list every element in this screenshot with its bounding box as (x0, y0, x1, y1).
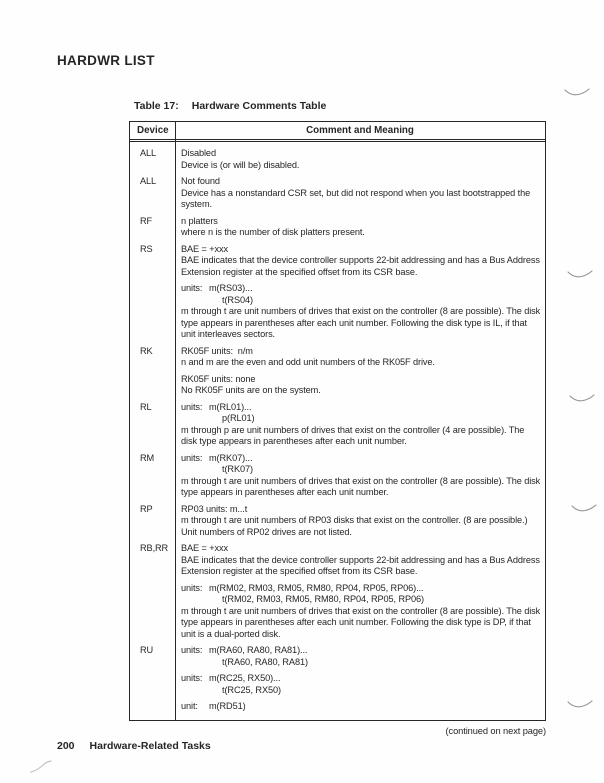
units-value (209, 283, 253, 306)
hardware-comments-table (129, 121, 546, 721)
block-head-line: RP03 units: m...t (181, 503, 248, 514)
comment-block (181, 543, 542, 578)
table-row (130, 346, 545, 397)
block-body-text: n and m are the even and odd unit numbers of the RK05F drive. (181, 357, 435, 367)
page-curl-mark (567, 697, 593, 715)
continued-note: (continued on next page) (445, 726, 546, 736)
table-row (130, 645, 545, 713)
block-head-line: Disabled (181, 148, 216, 158)
block-head-line: Not found (181, 176, 220, 186)
units-label: units: (181, 283, 203, 293)
units-line: m(RD51) (209, 701, 246, 711)
block-body-text: m through p are unit numbers of drives that exist on the controller (4 are possible). The disk type appears in parentheses after each unit number. (181, 424, 525, 446)
block-head-line: BAE = +xxx (181, 543, 229, 553)
comment-cell (175, 504, 545, 539)
units-value (209, 701, 246, 713)
units-block (181, 453, 542, 476)
comment-block (181, 216, 542, 239)
units-line: t(RM02, RM03, RM05, RM80, RP04, RP05, RP06) (222, 594, 424, 604)
comment-block (181, 425, 542, 448)
footer-section-title: Hardware-Related Tasks (89, 740, 211, 752)
comment-cell (175, 148, 545, 171)
page-curl-mark (569, 391, 595, 409)
units-value (209, 583, 424, 606)
units-value (209, 673, 281, 696)
comment-cell (175, 244, 545, 341)
device-cell: RL (140, 401, 152, 412)
table-row (130, 504, 545, 539)
units-label: units: (181, 582, 203, 593)
column-header-comment: Comment and Meaning (306, 125, 414, 136)
block-body-text: m through t are unit numbers of drives that exist on the controller (8 are possible). The disk type appears in parentheses after each unit number. (181, 475, 541, 497)
comment-block (181, 346, 542, 369)
table-row (130, 543, 545, 640)
device-cell: RS (140, 243, 153, 254)
block-body-text: Device has a nonstandard CSR set, but did not respond when you last bootstrapped the system. (181, 187, 531, 209)
comment-cell (175, 346, 545, 397)
units-label: units: (181, 452, 203, 463)
device-cell: RK (140, 345, 153, 356)
table-row (130, 148, 545, 171)
units-line: t(RS04) (222, 294, 253, 305)
block-head-line: n platters (181, 215, 218, 226)
scan-smudge-mark (30, 760, 52, 779)
block-body-text: BAE indicates that the device controller supports 22-bit addressing and has a Bus Address Extension register at the specified offset from its CSR base. (181, 255, 540, 277)
block-body-text: No RK05F units are on the system. (181, 385, 321, 395)
table-caption (134, 100, 326, 112)
units-value (209, 402, 255, 425)
units-label: units: (181, 645, 203, 655)
device-cell: RP (140, 503, 153, 514)
units-line: t(RC25, RX50) (222, 684, 281, 695)
block-head-line: RK05F units: none (181, 373, 256, 384)
comment-block (181, 606, 542, 641)
page-curl-mark (564, 85, 590, 103)
units-line: m(RC25, RX50)... (209, 673, 281, 683)
device-cell: RF (140, 215, 153, 226)
table-caption-title: Hardware Comments Table (191, 100, 327, 112)
comment-block (181, 148, 542, 171)
page-curl-mark (567, 267, 593, 285)
page-footer (57, 740, 211, 752)
units-line: m(RM02, RM03, RM05, RM80, RP04, RP05, RP06)... (209, 582, 424, 593)
units-line: t(RK07) (222, 464, 253, 474)
table-body (130, 142, 545, 713)
comment-block (181, 306, 542, 341)
units-value (209, 645, 308, 668)
units-line: m(RS03)... (209, 283, 253, 293)
table-header-row (130, 122, 545, 140)
units-line: m(RA60, RA80, RA81)... (209, 645, 308, 655)
block-head-line: RK05F units: n/m (181, 345, 253, 356)
block-body-text: where n is the number of disk platters present. (181, 227, 365, 237)
block-body-text: m through t are unit numbers of drives that exist on the controller (8 are possible). The disk type appears in parentheses after each unit number. Following the disk type is IL, if that unit interleaves sectors. (181, 306, 541, 339)
comment-cell (175, 176, 545, 211)
comment-block (181, 374, 542, 397)
device-cell: RM (140, 452, 155, 463)
units-block (181, 701, 542, 713)
running-head: HARDWR LIST (57, 53, 155, 68)
table-row (130, 402, 545, 448)
units-value (209, 453, 253, 476)
units-line: t(RA60, RA80, RA81) (222, 656, 308, 667)
block-body-text: m through t are unit numbers of RP03 disks that exist on the controller. (8 are possible.) Unit numbers of RP02 drives are not listed. (181, 515, 528, 537)
table-row (130, 244, 545, 341)
block-body-text: Device is (or will be) disabled. (181, 159, 300, 170)
column-divider (175, 122, 176, 720)
table-row (130, 216, 545, 239)
units-label: unit: (181, 701, 198, 711)
units-label: units: (181, 673, 203, 683)
units-line: m(RK07)... (209, 452, 253, 463)
units-block (181, 402, 542, 425)
comment-cell (175, 216, 545, 239)
units-block (181, 283, 542, 306)
device-cell: RU (140, 645, 154, 655)
comment-block (181, 244, 542, 279)
table-row (130, 176, 545, 211)
comment-block (181, 476, 542, 499)
device-cell: ALL (140, 176, 157, 186)
units-block (181, 673, 542, 696)
column-header-device: Device (137, 125, 169, 136)
units-line: p(RL01) (222, 413, 255, 423)
comment-block (181, 176, 542, 211)
device-cell: RB,RR (140, 543, 169, 553)
table-row (130, 453, 545, 499)
units-block (181, 583, 542, 606)
block-body-text: BAE indicates that the device controller supports 22-bit addressing and has a Bus Address Extension register at the specified offset from its CSR base. (181, 554, 540, 576)
block-head-line: BAE = +xxx (181, 243, 229, 254)
block-body-text: m through t are unit numbers of drives that exist on the controller (8 are possible). The disk type appears in parentheses after each unit number. Following the disk type is DP, if that unit is a dual-ported disk. (181, 605, 541, 639)
comment-cell (175, 543, 545, 640)
page-number: 200 (57, 740, 75, 752)
comment-cell (175, 402, 545, 448)
units-label: units: (181, 401, 203, 412)
comment-cell (175, 453, 545, 499)
units-block (181, 645, 542, 668)
units-line: m(RL01)... (209, 401, 252, 412)
device-cell: ALL (140, 148, 157, 158)
page-curl-mark (571, 501, 597, 519)
comment-cell (175, 645, 545, 713)
table-caption-label: Table 17: (134, 100, 179, 112)
comment-block (181, 504, 542, 539)
